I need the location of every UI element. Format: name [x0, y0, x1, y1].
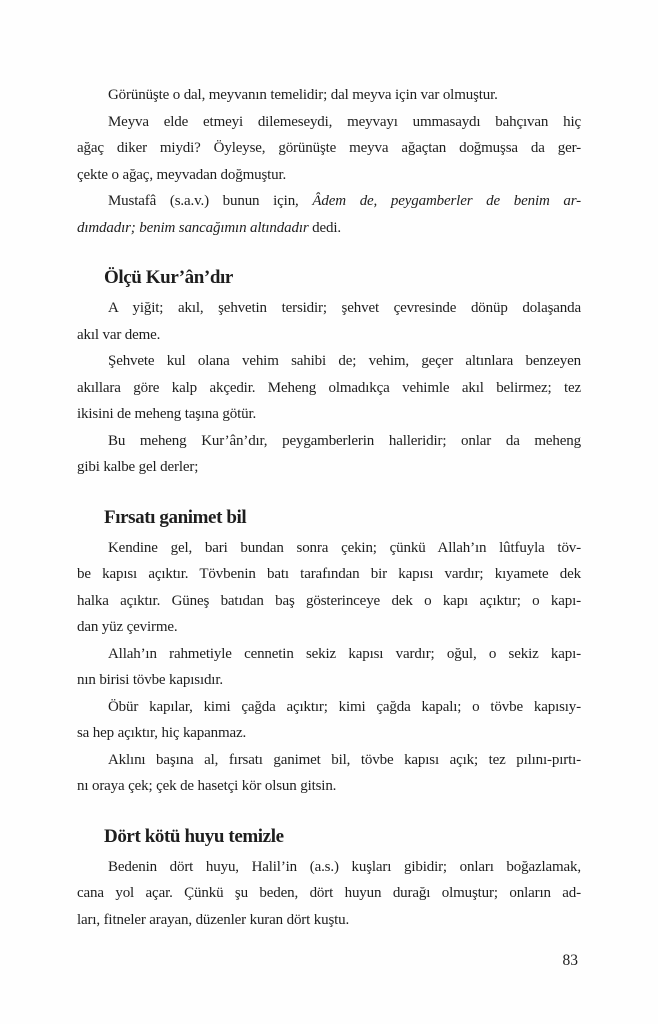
text-block [77, 82, 581, 933]
paragraph [77, 295, 581, 348]
text-run: akıllara göre kalp akçedir. Meheng olmadıkça vehimle akıl belirmez; tez [77, 379, 581, 396]
text-run: nın birisi tövbe kapısıdır. [77, 672, 223, 688]
section-heading: Fırsatı ganimet bil [104, 506, 247, 528]
text-run: gibi kalbe gel derler; [77, 459, 199, 475]
text-line [77, 614, 581, 641]
text-line [77, 322, 581, 349]
text-line [77, 215, 581, 242]
section-heading: Dört kötü huyu temizle [104, 825, 284, 847]
text-line [77, 641, 581, 668]
text-run: dan yüz çevirme. [77, 619, 178, 635]
italic-run: Âdem de, peygamberler de benim ar- [312, 193, 581, 209]
text-run: akıl var deme. [77, 326, 161, 343]
paragraph [77, 82, 581, 109]
text-line [77, 588, 581, 615]
paragraph [77, 535, 581, 641]
text-run: Kendine gel, bari bundan sonra çekin; çünkü Allah’ın lûtfuyla töv- [108, 539, 581, 556]
text-run: Öbür kapılar, kimi çağda açıktır; kimi çağda kapalı; o tövbe kapısıy- [108, 698, 581, 715]
paragraph [77, 747, 581, 800]
section [77, 264, 581, 481]
text-line [77, 454, 581, 481]
text-line [77, 747, 581, 774]
text-line [77, 773, 581, 800]
text-run: Bedenin dört huyu, Halil’in (a.s.) kuşları gibidir; onları boğazlamak, [108, 858, 581, 875]
text-run: ları, fitneler arayan, düzenler kuran dört kuştu. [77, 911, 350, 928]
text-line [77, 880, 581, 907]
text-line [77, 82, 581, 109]
text-run: Şehvete kul olana vehim sahibi de; vehim, geçer altınlara benzeyen [108, 353, 581, 369]
text-run: Görünüşte o dal, meyvanın temelidir; dal meyva için var olmuştur. [108, 87, 498, 103]
section-heading: Ölçü Kur’ân’dır [104, 267, 233, 288]
text-line [77, 401, 581, 428]
text-run: Bu meheng Kur’ân’dır, peygamberlerin halleridir; onlar da meheng [108, 432, 581, 449]
section [77, 823, 581, 934]
text-line [77, 720, 581, 747]
text-run: A yiğit; akıl, şehvetin tersidir; şehvet çevresinde dönüp dolaşanda [108, 300, 581, 316]
text-line [77, 561, 581, 588]
text-line [77, 162, 581, 189]
text-line [77, 694, 581, 721]
paragraph [77, 348, 581, 428]
text-run: Allah’ın rahmetiyle cennetin sekiz kapısı vardır; oğul, o sekiz kapı- [108, 645, 581, 662]
paragraph [77, 854, 581, 934]
text-run: nı oraya çek; çek de hasetçi kör olsun gitsin. [77, 778, 337, 794]
text-line [77, 428, 581, 455]
text-line [77, 667, 581, 694]
text-run: cana yol açar. Çünkü şu beden, dört huyun durağı olmuştur; onların ad- [77, 885, 581, 901]
text-line [77, 348, 581, 375]
text-line [77, 295, 581, 322]
page-number: 83 [562, 952, 578, 969]
text-run: Mustafâ (s.a.v.) bunun için, [108, 193, 313, 209]
text-line [77, 135, 581, 162]
paragraph [77, 109, 581, 189]
paragraph [77, 188, 581, 241]
italic-run: dımdadır; benim sancağımın altındadır [77, 219, 309, 236]
text-line [77, 375, 581, 402]
text-run: be kapısı açıktır. Tövbenin batı tarafından bir kapısı vardır; kıyamete dek [77, 566, 581, 582]
paragraph [77, 694, 581, 747]
section [77, 504, 581, 800]
text-line [77, 854, 581, 881]
paragraph [77, 428, 581, 481]
text-run: çekte o ağaç, meyvadan doğmuştur. [77, 166, 287, 183]
text-line [77, 907, 581, 934]
text-run: Meyva elde etmeyi dilemeseydi, meyvayı ummasaydı bahçıvan hiç [108, 113, 581, 130]
text-run: ikisini de meheng taşına götür. [77, 406, 257, 422]
text-run: ağaç diker miydi? Öyleyse, görünüşte meyva ağaçtan doğmuşsa da ger- [77, 140, 581, 156]
text-run: sa hep açıktır, hiç kapanmaz. [77, 725, 247, 741]
text-line [77, 188, 581, 215]
section [77, 82, 581, 241]
text-line [77, 109, 581, 136]
text-line [77, 535, 581, 562]
paragraph [77, 641, 581, 694]
text-run: halka açıktır. Güneş batıdan baş gösterinceye dek o kapı açıktır; o kapı- [77, 592, 581, 609]
text-run: dedi. [308, 219, 341, 236]
text-run: Aklını başına al, fırsatı ganimet bil, tövbe kapısı açık; tez pılını-pırtı- [108, 751, 581, 768]
